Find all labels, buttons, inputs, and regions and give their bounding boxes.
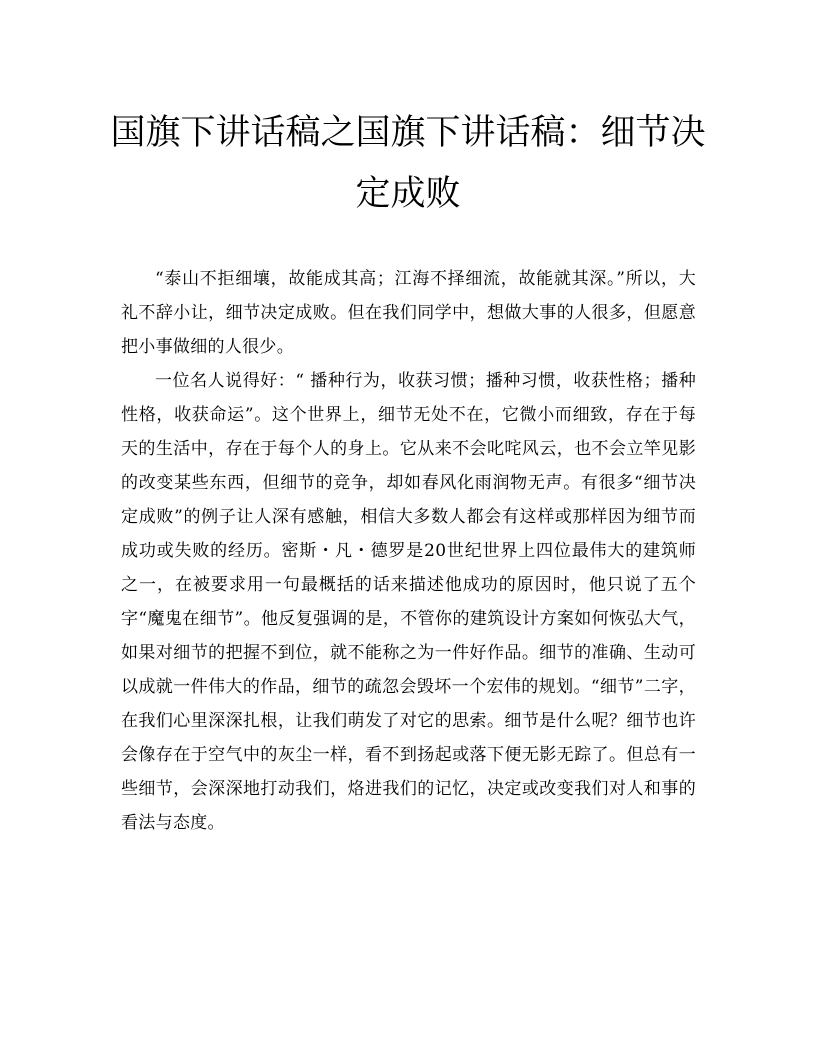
document-title: 国旗下讲话稿之国旗下讲话稿：细节决定成败 bbox=[110, 113, 706, 214]
body-paragraph: 一位名人说得好：“ 播种行为，收获习惯；播种习惯，收获性格；播种性格，收获命运”。这个世界上，细节无处不在，它微小而细致，存在于每天的生活中，存在于每个人的身上。它从来不会叱咤风云，也不会立竿见影的改变某些东西，但细节的竞争，却如春风化雨润物无声。有很多“细节决定成败”的例子让人深有感触，相信大多数人都会有这样或那样因为细节而成功或失败的经历。密斯・凡・德罗是20世纪世界上四位最伟大的建筑师之一，在被要求用一句最概括的话来描述他成功的原因时，他只说了五个字“魔鬼在细节”。他反复强调的是，不管你的建筑设计方案如何恢弘大气，如果对细节的把握不到位，就不能称之为一件好作品。细节的准确、生动可以成就一件伟大的作品，细节的疏忽会毁坏一个宏伟的规划。“细节”二字，在我们心里深深扎根，让我们萌发了对它的思索。细节是什么呢？细节也许会像存在于空气中的灰尘一样，看不到扬起或落下便无影无踪了。但总有一些细节，会深深地打动我们，烙进我们的记忆，决定或改变我们对人和事的看法与态度。 bbox=[121, 371, 696, 833]
body-paragraph: “泰山不拒细壤，故能成其高；江海不择细流，故能就其深。”所以，大礼不辞小让，细节决定成败。但在我们同学中，想做大事的人很多，但愿意把小事做细的人很少。 bbox=[121, 269, 696, 357]
document-body bbox=[121, 262, 696, 840]
